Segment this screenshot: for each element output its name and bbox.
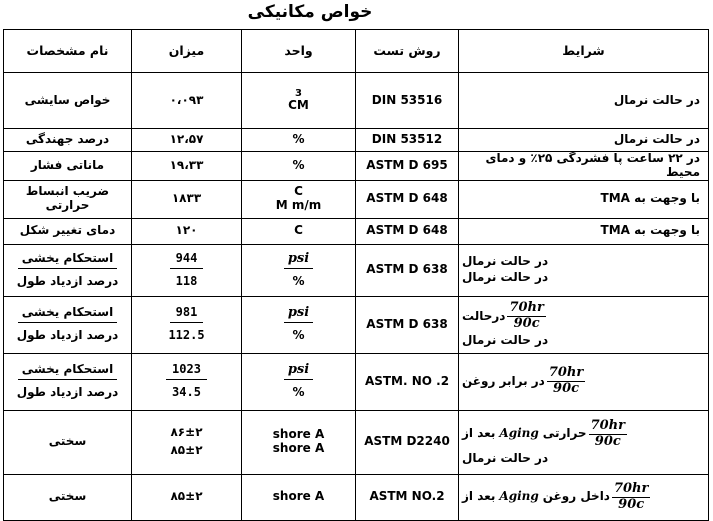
cell-method: ASTM D 695 bbox=[356, 152, 459, 181]
fraction-denominator: 90c bbox=[553, 381, 580, 397]
aging-term: Aging bbox=[499, 426, 539, 441]
name-bottom: درصد ازدیاد طول bbox=[16, 385, 119, 400]
table-row bbox=[4, 353, 709, 410]
duration-temperature-fraction bbox=[547, 366, 585, 397]
cell-unit: shore A bbox=[242, 474, 356, 520]
cell-name: سختی bbox=[4, 474, 132, 520]
table-row bbox=[4, 180, 709, 218]
fraction-numerator: 70hr bbox=[613, 480, 649, 496]
cell-conditions: با وجهت به TMA bbox=[459, 180, 709, 218]
cell-amount: ۱۲،۵۷ bbox=[132, 129, 242, 152]
unit-top: psi bbox=[284, 306, 313, 323]
name-bottom: درصد ازدیاد طول bbox=[16, 328, 119, 343]
cell-conditions: با وجهت به TMA bbox=[459, 218, 709, 244]
unit-bottom: shore A bbox=[272, 441, 325, 456]
mechanical-properties-table bbox=[3, 29, 709, 521]
name-top: استحکام یخشی bbox=[18, 363, 117, 380]
cell-amount bbox=[132, 244, 242, 296]
header-conditions: شرایط bbox=[459, 30, 709, 73]
cell-conditions bbox=[459, 474, 709, 520]
unit-top: C bbox=[294, 184, 303, 199]
duration-temperature-fraction bbox=[507, 301, 545, 332]
name-top: استحکام یخشی bbox=[18, 306, 117, 323]
condition-prefix: در برابر روغن bbox=[462, 373, 545, 388]
cell-method: ASTM D2240 bbox=[356, 410, 459, 474]
cell-method: ASTM D 638 bbox=[356, 244, 459, 296]
cell-unit bbox=[242, 180, 356, 218]
unit-main: CM bbox=[288, 98, 309, 113]
amount-bottom: 112.5 bbox=[168, 328, 205, 343]
header-method: روش تست bbox=[356, 30, 459, 73]
unit-bottom: M m/m bbox=[275, 198, 322, 213]
fraction-denominator: 90c bbox=[594, 433, 621, 449]
cell-name: درصد جهندگی bbox=[4, 129, 132, 152]
cell-amount bbox=[132, 296, 242, 353]
fraction-numerator: 70hr bbox=[548, 365, 584, 381]
cell-name: سختی bbox=[4, 410, 132, 474]
amount-top: ۸۶±۲ bbox=[170, 425, 203, 440]
cell-name bbox=[4, 353, 132, 410]
cell-unit bbox=[242, 244, 356, 296]
cell-name: خواص سایشی bbox=[4, 73, 132, 129]
cell-conditions bbox=[459, 353, 709, 410]
cell-method: ASTM D 638 bbox=[356, 296, 459, 353]
table-row bbox=[4, 244, 709, 296]
amount-bottom: 118 bbox=[175, 273, 198, 288]
condition-bottom: در حالت نرمال bbox=[462, 450, 549, 465]
fraction-numerator: 70hr bbox=[509, 300, 544, 316]
condition-prefix: بعد از bbox=[462, 426, 496, 441]
unit-top: psi bbox=[284, 363, 313, 380]
cell-name: دمای تغییر شکل bbox=[4, 218, 132, 244]
table-row bbox=[4, 218, 709, 244]
cell-method: ASTM D 648 bbox=[356, 180, 459, 218]
aging-term: Aging bbox=[499, 489, 539, 504]
table-row bbox=[4, 474, 709, 520]
condition-prefix: درحالت bbox=[462, 308, 506, 323]
cell-amount: ۸۵±۲ bbox=[132, 474, 242, 520]
cell-conditions: در ۲۲ ساعت پا فشردگی ۲۵٪ و دمای محیط bbox=[459, 152, 709, 181]
cell-conditions bbox=[459, 296, 709, 353]
cell-unit bbox=[242, 73, 356, 129]
condition-bottom: در حالت نرمال bbox=[462, 270, 549, 285]
fraction-denominator: 90c bbox=[513, 316, 540, 332]
condition-middle: داخل روغن bbox=[542, 489, 610, 504]
cell-unit: C bbox=[242, 218, 356, 244]
cell-name: ضریب انبساط حرارتی bbox=[4, 180, 132, 218]
table-row bbox=[4, 73, 709, 129]
cell-method: ASTM NO.2 bbox=[356, 474, 459, 520]
amount-bottom: 34.5 bbox=[172, 385, 201, 400]
amount-bottom: ۸۵±۲ bbox=[170, 443, 203, 458]
header-unit: واحد bbox=[242, 30, 356, 73]
condition-prefix: بعد از bbox=[462, 489, 496, 504]
cell-amount bbox=[132, 410, 242, 474]
cell-method: ASTM D 648 bbox=[356, 218, 459, 244]
cell-name bbox=[4, 296, 132, 353]
cell-conditions: در حالت نرمال bbox=[459, 129, 709, 152]
cell-amount: ۰،۰۹۳ bbox=[132, 73, 242, 129]
cell-method: DIN 53516 bbox=[356, 73, 459, 129]
cell-unit bbox=[242, 296, 356, 353]
cell-method: ASTM. NO .2 bbox=[356, 353, 459, 410]
name-top: استحکام یخشی bbox=[18, 252, 117, 269]
cell-amount: ۱۲۰ bbox=[132, 218, 242, 244]
amount-top: 981 bbox=[170, 306, 204, 323]
table-row bbox=[4, 410, 709, 474]
condition-top: در حالت نرمال bbox=[462, 254, 549, 269]
cell-conditions bbox=[459, 410, 709, 474]
fraction-denominator: 90c bbox=[618, 496, 645, 512]
unit-bottom: % bbox=[292, 273, 305, 288]
unit-bottom: % bbox=[292, 385, 305, 400]
cell-unit bbox=[242, 410, 356, 474]
cell-name: ماناتی فشار bbox=[4, 152, 132, 181]
cell-unit bbox=[242, 353, 356, 410]
table-row bbox=[4, 129, 709, 152]
unit-top: psi bbox=[284, 252, 313, 269]
amount-top: 1023 bbox=[166, 363, 207, 380]
cell-amount: ۱۹،۳۳ bbox=[132, 152, 242, 181]
unit-top: shore A bbox=[272, 427, 325, 442]
condition-bottom: در حالت نرمال bbox=[462, 333, 549, 348]
duration-temperature-fraction bbox=[589, 419, 627, 450]
name-bottom: درصد ازدیاد طول bbox=[16, 273, 119, 288]
fraction-numerator: 70hr bbox=[590, 417, 625, 433]
duration-temperature-fraction bbox=[612, 482, 650, 513]
condition-middle: حرارتی bbox=[542, 426, 587, 441]
page-title: خواص مکانیکی bbox=[247, 2, 373, 22]
table-row bbox=[4, 152, 709, 181]
unit-bottom: % bbox=[292, 328, 305, 343]
unit-exponent: 3 bbox=[295, 87, 302, 99]
header-amount: میزان bbox=[132, 30, 242, 73]
cell-name bbox=[4, 244, 132, 296]
amount-top: 944 bbox=[170, 252, 204, 269]
cell-conditions: در حالت نرمال bbox=[459, 73, 709, 129]
cell-conditions bbox=[459, 244, 709, 296]
cell-amount: ۱۸۳۳ bbox=[132, 180, 242, 218]
cell-amount bbox=[132, 353, 242, 410]
cell-unit: % bbox=[242, 129, 356, 152]
cell-unit: % bbox=[242, 152, 356, 181]
header-name: نام مشخصات bbox=[4, 30, 132, 73]
header-row bbox=[4, 30, 709, 73]
table-row bbox=[4, 296, 709, 353]
cell-method: DIN 53512 bbox=[356, 129, 459, 152]
